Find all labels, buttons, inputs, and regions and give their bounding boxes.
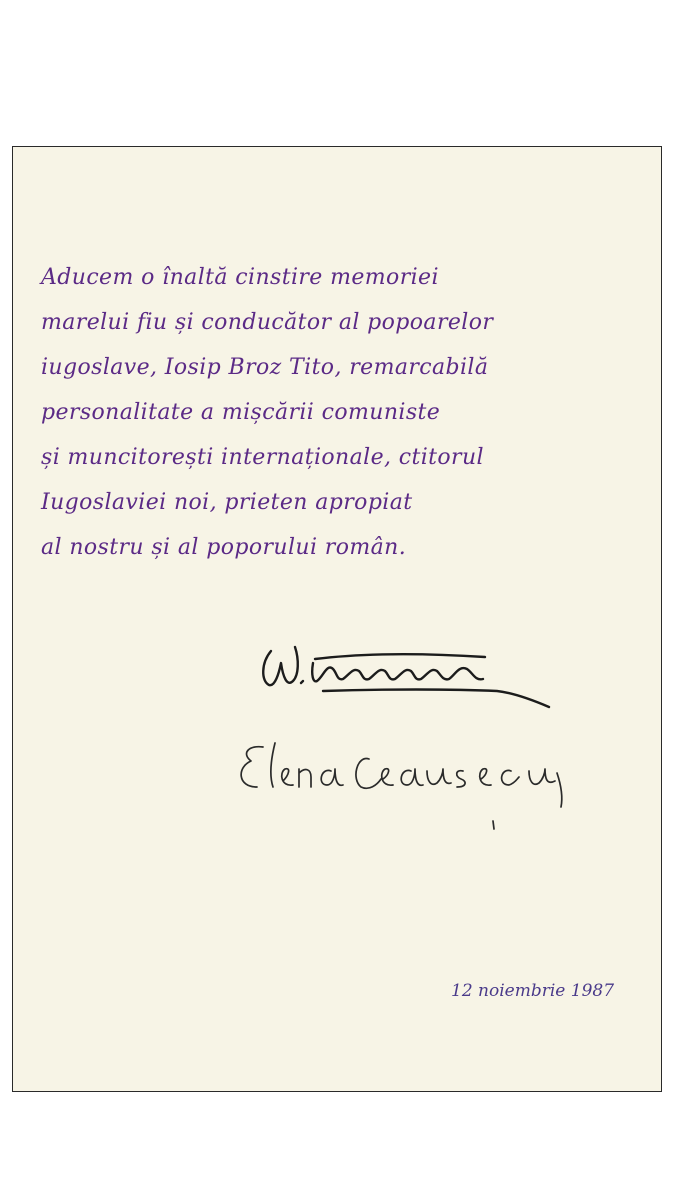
letter-body [41,255,641,570]
letter-line-1: Aducem o înaltă cinstire memoriei [41,265,439,290]
signature-elena-ceausescu [231,729,641,839]
letter-line-2: marelui fiu și conducător al popoarelor [41,310,494,335]
letter-line-3: iugoslave, Iosip Broz Tito, remarcabilă [41,355,489,380]
letter-line-6: Iugoslaviei noi, prieten apropiat [41,490,413,515]
letter-line-4: personalitate a mișcării comuniste [41,400,441,425]
letter-line-5: și muncitorești internaționale, ctitorul [41,445,484,470]
letter-line-7: al nostru și al poporului român. [41,535,407,560]
signature-nicolae-ceausescu [253,633,553,715]
document-page [12,146,662,1092]
letter-date: 12 noiembrie 1987 [451,981,615,1001]
